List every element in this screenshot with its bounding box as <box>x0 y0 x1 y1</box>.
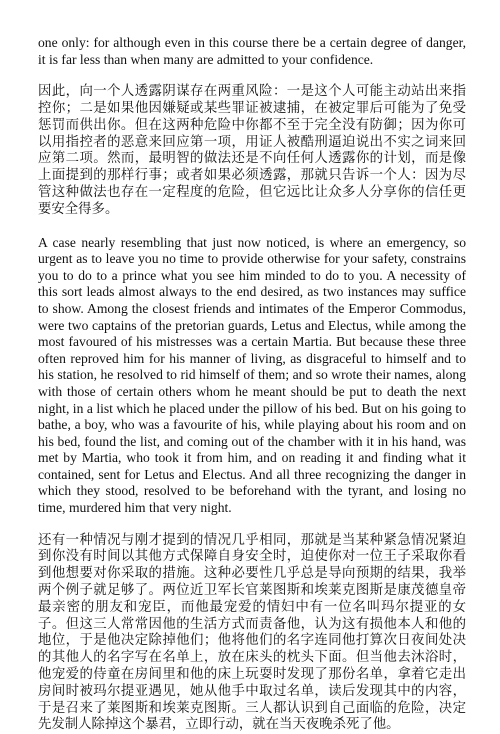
paragraph-gap <box>38 219 466 235</box>
paragraph-gap <box>38 517 466 533</box>
paragraph-english-2: A case nearly resembling that just now noticed, is where an emergency, so urgent as to leave you no time to provide otherwise for your safety, constrains you to do to a prince what you see him minded to do to you. A necessity of this sort leads almost always to the end desired, as two instances may suffice to show. Among the closest friends and intimates of the Emperor Commodus, were two captains of the pretorian guards, Letus and Electus, while among the most favoured of his mistresses was a certain Martia. But because these three often reproved him for his manner of living, as disgraceful to himself and to his station, he resolved to rid himself of them; and so wrote their names, along with those of certain others whom he meant should be put to death the next night, in a list which he placed under the pillow of his bed. But on his going to bathe, a boy, who was a favourite of his, while playing about his room and on his bed, found the list, and coming out of the chamber with it in his hand, was met by Martia, who took it from him, and on reading it and finding what it contained, sent for Letus and Electus. And all three recognizing the danger in which they stood, resolved to be beforehand with the tyrant, and losing no time, murdered him that very night. <box>38 234 466 516</box>
paragraph-chinese-2: 还有一种情况与刚才提到的情况几乎相同，那就是当某种紧急情况紧迫到你没有时间以其他方式保障自身安全时，迫使你对一位王子采取你看到他想要对你采取的措施。这种必要性几乎总是导向预期的结果，我举两个例子就足够了。两位近卫军长官莱图斯和埃莱克图斯是康茂德皇帝最亲密的朋友和宠臣，而他最宠爱的情妇中有一位名叫玛尔提亚的女子。但这三人常常因他的生活方式而责备他，认为这有损他本人和他的地位，于是他决定除掉他们；他将他们的名字连同他打算次日夜间处决的其他人的名字写在名单上，放在床头的枕头下面。但当他去沐浴时，他宠爱的侍童在房间里和他的床上玩耍时发现了那份名单，拿着它走出房间时被玛尔提亚遇见，她从他手中取过名单，读后发现其中的内容，于是召来了莱图斯和埃莱克图斯。三人都认识到自己面临的危险，决定先发制人除掉这个暴君，立即行动，就在当天夜晚杀死了他。 <box>38 532 466 733</box>
document-page <box>38 35 466 734</box>
paragraph-chinese-1: 因此，向一个人透露阴谋存在两重风险：一是这个人可能主动站出来指控你；二是如果他因嫌疑或某些罪证被逮捕，在被定罪后可能为了免受惩罚而供出你。但在这两种危险中你都不至于完全没有防御；因为你可以用指控者的恶意来回应第一项，用证人被酷刑逼迫说出不实之词来回应第二项。然而，最明智的做法还是不向任何人透露你的计划，而是像上面提到的那样行事；或者如果必须透露，那就只告诉一个人：因为尽管这种做法也存在一定程度的危险，但它远比让众多人分享你的信任更要安全得多。 <box>38 84 466 217</box>
paragraph-english-1: one only: for although even in this course there be a certain degree of danger, it is far less than when many are admitted to your confidence. <box>38 35 466 67</box>
paragraph-gap <box>38 68 466 84</box>
